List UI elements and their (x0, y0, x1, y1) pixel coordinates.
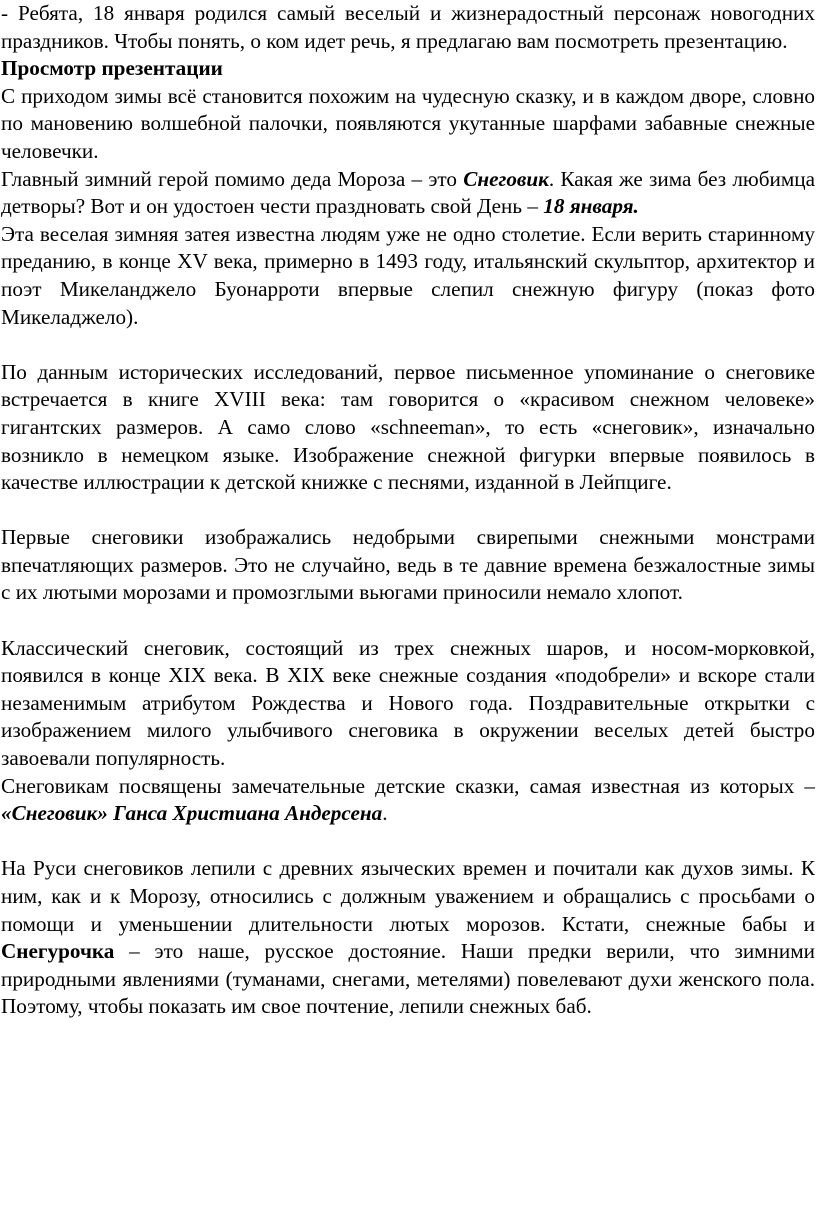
paragraph-winter: С приходом зимы всё становится похожим на чудесную сказку, и в каждом дворе, словно по мановению волшебной палочки, появляются укутанные шарфами забавные снежные человечки. (1, 83, 815, 163)
paragraph-spacer (1, 331, 815, 359)
paragraph-spacer (1, 607, 815, 635)
paragraph-spacer (1, 828, 815, 856)
date-emphasis: 18 января. (543, 194, 639, 219)
andersen-emphasis: «Снеговик» Ганса Христиана Андерсена (1, 801, 383, 826)
intro-paragraph: - Ребята, 18 января родился самый веселый и жизнерадостный персонаж новогодних праздников. Чтобы понять, о ком идет речь, я предлагаю вам посмотреть презентацию. (1, 1, 815, 53)
paragraph-rus (1, 855, 815, 1021)
paragraph-monsters: Первые снеговики изображались недобрыми свирепыми снежными монстрами впечатляющих размеров. Это не случайно, ведь в те давние времена безжалостные зимы с их лютыми морозами и промозглыми вьюгами приносили немало хлопот. (1, 525, 815, 605)
section-heading: Просмотр презентации (1, 56, 223, 81)
p8-text-c: – это наше, русское достояние. Наши предки верили, что зимними природными явлениями (туманами, снегами, метелями) повелевают духи женского пола. Поэтому, чтобы показать им свое почтение, лепили снежных баб. (1, 939, 815, 1019)
p2-text-a: Главный зимний герой помимо деда Мороза – это (1, 166, 464, 191)
p2-text-c: . Какая же зима без любимца детворы? Вот и он удостоен чести праздновать свой День – (1, 166, 815, 219)
p7-text-a: Снеговикам посвящены замечательные детские сказки, самая известная из которых – (1, 773, 815, 798)
paragraph-fairy-tales (1, 773, 815, 828)
p7-text-c: . (382, 801, 388, 826)
paragraph-history: По данным исторических исследований, первое письменное упоминание о снеговике встречается в книге XVIII века: там говорится о «красивом снежном человеке» гигантских размеров. А само слово «schneeman», то есть «снеговик», изначально возникло в немецком языке. Изображение снежной фигурки впервые появилось в качестве иллюстрации к детской книжке с песнями, изданной в Лейпциге. (1, 359, 815, 495)
snowman-emphasis: Снеговик (463, 166, 549, 191)
paragraph-spacer (1, 497, 815, 525)
snegurochka-emphasis: Снегурочка (1, 939, 115, 964)
p8-text-a: На Руси снеговиков лепили с древних языческих времен и почитали как духов зимы. К ним, как и к Морозу, относились с должным уважением и обращались с просьбами о помощи и уменьшении длительности лютых морозов. Кстати, снежные бабы и (1, 856, 815, 936)
paragraph-classic: Классический снеговик, состоящий из трех снежных шаров, и носом-морковкой, появился в конце XIX века. В XIX веке снежные создания «подобрели» и вскоре стали незаменимым атрибутом Рождества и Нового года. Поздравительные открытки с изображением милого улыбчивого снеговика в окружении веселых детей быстро завоевали популярность. (1, 635, 815, 771)
paragraph-michelangelo: Эта веселая зимняя затея известна людям уже не одно столетие. Если верить старинному преданию, в конце XV века, примерно в 1493 году, итальянский скульптор, архитектор и поэт Микеланджело Буонарроти впервые слепил снежную фигуру (показ фото Микеладжело). (1, 221, 815, 329)
paragraph-main-hero (1, 166, 815, 221)
